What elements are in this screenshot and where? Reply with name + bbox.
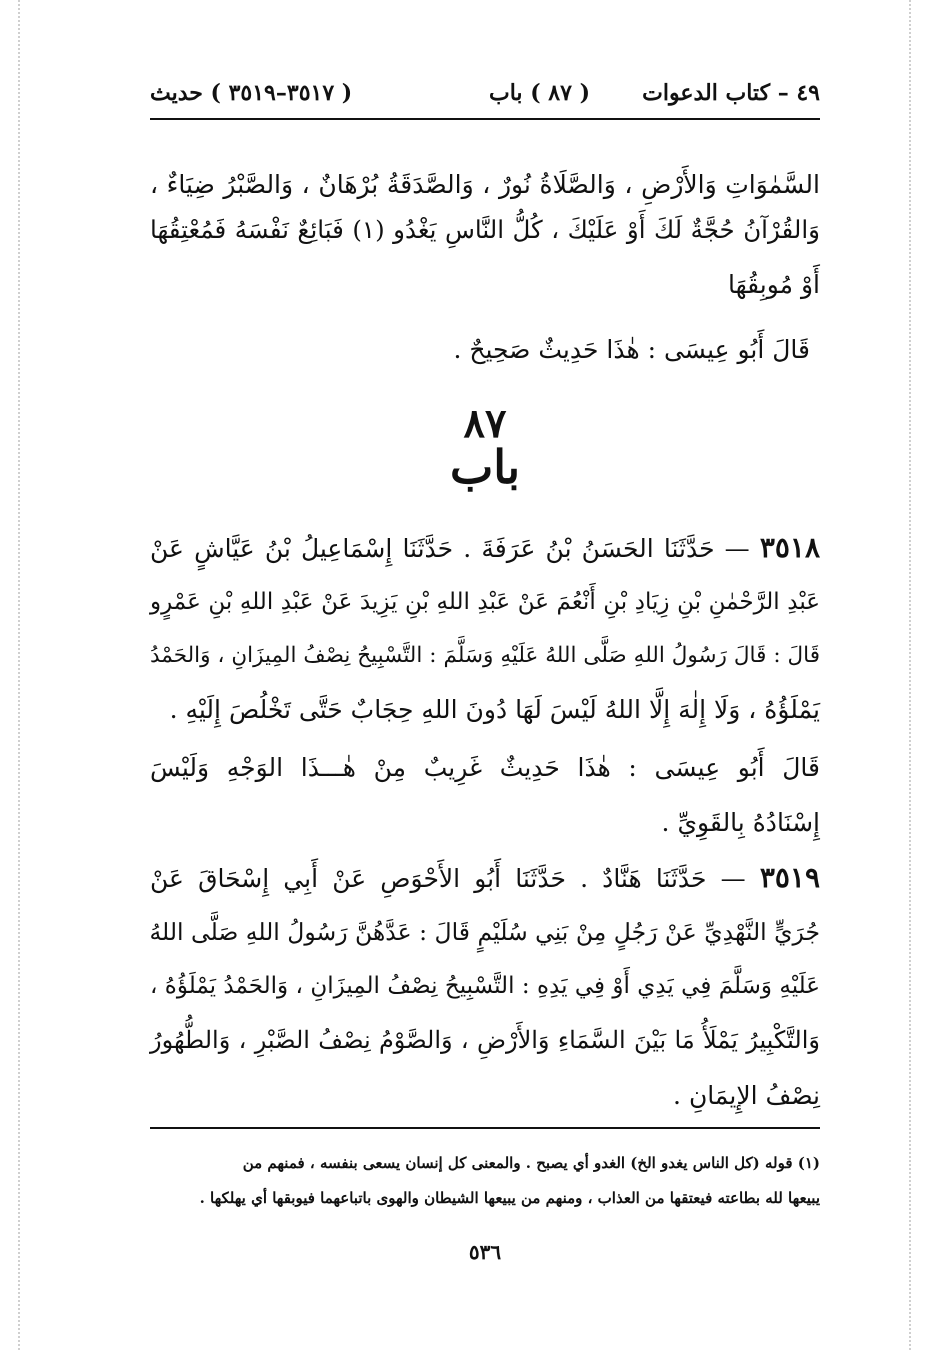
hadith-text-line: عَبْدِ الرَّحْمٰنِ بْنِ زِيَادِ بْنِ أَنْعُمَ عَنْ عَبْدِ اللهِ بْنِ يَزِيدَ عَنْ عَبْدِ اللهِ بْنِ عَمْرٍو <box>150 589 820 615</box>
footnote-line: يبيعها لله بطاعته فيعتقها من العذاب ، ومنهم من يبيعها الشيطان والهوى باتباعهما فيوبقها أي يهلكها . <box>199 1189 820 1207</box>
footnote-line: (١) قوله (كل الناس يغدو الخ) الغدو أي يصبح . والمعنى كل إنسان يسعى بنفسه ، فمنهم من <box>242 1154 820 1172</box>
running-header <box>150 80 820 120</box>
intro-grading: قَالَ أَبُو عِيسَى : هٰذَا حَدِيثٌ صَحِيحٌ . <box>453 335 810 364</box>
hadith-grading-line: قَالَ أَبُو عِيسَى : هٰذَا حَدِيثٌ غَرِيبٌ مِنْ هٰـــذَا الوَجْهِ وَلَيْسَ <box>150 753 820 782</box>
header-chapter-label: ( ٨٧ ) باب <box>489 80 590 106</box>
hadith-text-line: جُرَيٍّ النَّهْدِيِّ عَنْ رَجُلٍ مِنْ بَنِي سُلَيْمٍ قَالَ : عَدَّهُنَّ رَسُولُ اللهِ صَلَّى اللهُ <box>149 918 820 946</box>
hadith-text-line: قَالَ : قَالَ رَسُولُ اللهِ صَلَّى اللهُ عَلَيْهِ وَسَلَّمَ : التَّسْبِيحُ نِصْفُ المِيزَانِ ، وَالحَمْدُ <box>150 643 820 668</box>
hadith-text-line: وَالتَّكْبِيرُ يَمْلَأُ مَا بَيْنَ السَّمَاءِ وَالأَرْضِ ، وَالصَّوْمُ نِصْفُ الصَّبْرِ ، وَالطُّهُورُ <box>150 1026 820 1054</box>
hadith-text-line: نِصْفُ الإِيمَانِ . <box>673 1081 820 1110</box>
hadith-text-line: يَمْلَؤُهُ ، وَلَا إِلٰهَ إِلَّا اللهُ لَيْسَ لَهَا دُونَ اللهِ حِجَابٌ حَتَّى تَخْلُصَ إِلَيْهِ . <box>169 695 820 724</box>
scan-margin-left <box>18 0 24 1350</box>
hadith-3518-line-1 <box>150 528 820 569</box>
hadith-number-3518: ٣٥١٨ <box>759 531 820 564</box>
header-hadith-range: ( ٣٥١٧–٣٥١٩ ) حديث <box>150 80 353 106</box>
header-rule <box>150 118 820 120</box>
chapter-title: باب <box>449 440 521 494</box>
hadith-3519-line-1 <box>150 858 820 899</box>
hadith-text-line: عَلَيْهِ وَسَلَّمَ فِي يَدِي أَوْ فِي يَدِهِ : التَّسْبِيحُ نِصْفُ المِيزَانِ ، وَالحَمْدُ يَمْلَؤُهُ ، <box>150 973 820 999</box>
hadith-text: — حَدَّثَنَا الحَسَنُ بْنُ عَرَفَةَ . حَدَّثَنَا إِسْمَاعِيلُ بْنُ عَيَّاشٍ عَنْ <box>150 534 750 563</box>
footnote-rule <box>150 1127 820 1129</box>
intro-line: أَوْ مُوبِقُهَا <box>727 270 820 299</box>
chapter-number: ٨٧ <box>463 400 507 447</box>
hadith-number-3519: ٣٥١٩ <box>759 861 820 894</box>
page-number: ٥٣٦ <box>468 1240 502 1264</box>
intro-line: السَّمٰوَاتِ وَالأَرْضِ ، وَالصَّلَاةُ نُورٌ ، وَالصَّدَقَةُ بُرْهَانٌ ، وَالصَّبْرُ ضِيَاءٌ ، <box>150 170 820 199</box>
scan-margin-right <box>905 0 911 1350</box>
intro-line: وَالقُرْآنُ حُجَّةٌ لَكَ أَوْ عَلَيْكَ ، كُلُّ النَّاسِ يَغْدُو (١) فَبَائِعٌ نَفْسَهُ فَمُعْتِقُهَا <box>150 215 821 244</box>
header-book-title: ٤٩ – كتاب الدعوات <box>642 80 820 106</box>
hadith-text: — حَدَّثَنَا هَنَّادٌ . حَدَّثَنَا أَبُو الأَحْوَصِ عَنْ أَبِي إِسْحَاقَ عَنْ <box>150 864 746 893</box>
hadith-grading-line: إِسْنَادُهُ بِالقَوِيِّ . <box>661 808 820 837</box>
